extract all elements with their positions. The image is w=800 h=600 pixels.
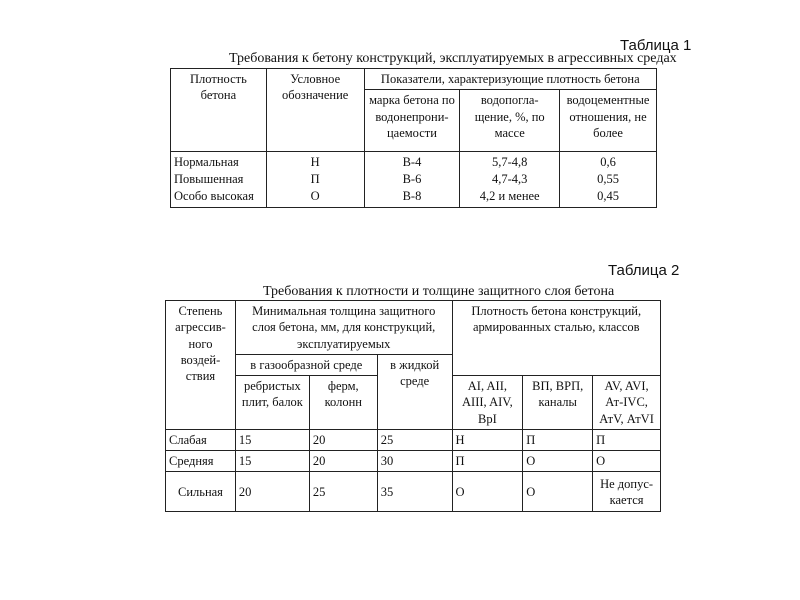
table2-header-class-a: AI, AII, AIII, AIV, BpI [452,376,523,430]
table1-col-wc [560,152,657,208]
table-row [166,429,661,450]
cell-value: 20 [309,429,377,450]
table1-label: Таблица 1 [620,37,692,54]
cell-value: Не допус-кается [593,472,661,512]
table2-header-trusses: ферм, колонн [309,376,377,430]
table2-label: Таблица 2 [608,262,680,279]
table1-col-density [171,152,267,208]
table-row [166,472,661,512]
table1-header-absorption: водопогла-щение, %, по массе [460,90,560,152]
cell-value: П [310,172,320,187]
table2 [165,300,661,512]
cell-value: П [523,429,593,450]
cell-value: Повышенная [174,172,244,187]
table2-header-class-c: AV, AVI, Ат-IVC, АтV, АтVI [593,376,661,430]
cell-value: О [523,451,593,472]
cell-value: Н [452,429,523,450]
cell-value: 4,2 и менее [479,189,540,203]
table1-col-symbol [266,152,364,208]
table1-col-absorption [460,152,560,208]
cell-value: 0,6 [600,155,616,170]
table1-title: Требования к бетону конструкций, эксплуатируемых в агрессивных средах [229,51,677,66]
table-row [171,152,657,208]
cell-value: 0,45 [597,189,619,203]
cell-value: В-6 [402,172,422,187]
cell-value: 25 [309,472,377,512]
cell-value: Особо высокая [174,189,254,203]
table2-header-ribbed: ребристых плит, балок [235,376,309,430]
cell-value: 25 [377,429,452,450]
cell-value: 5,7-4,8 [492,155,528,170]
table1-col-grade [364,152,460,208]
cell-value: 20 [235,472,309,512]
cell-value: 35 [377,472,452,512]
cell-value: О [593,451,661,472]
cell-value: 15 [235,451,309,472]
cell-value: Слабая [166,429,236,450]
table2-header-gas: в газообразной среде [235,354,377,375]
table2-header-degree: Степень агрессив-ного воздей-ствия [166,301,236,430]
table2-header-liquid: в жидкой среде [377,354,452,429]
cell-value: Н [310,155,320,170]
table-row [166,451,661,472]
cell-value: 0,55 [597,172,619,187]
cell-value: О [523,472,593,512]
table1-header-density: Плотность бетона [171,69,267,152]
table2-title: Требования к плотности и толщине защитного слоя бетона [263,284,615,299]
table1-header-indicators: Показатели, характеризующие плотность бетона [364,69,656,90]
cell-value: О [310,189,320,203]
cell-value: П [452,451,523,472]
table1 [170,68,657,208]
cell-value: Средняя [166,451,236,472]
cell-value: В-8 [402,189,422,203]
table2-header-class-b: ВП, ВРП, каналы [523,376,593,430]
cell-value: П [593,429,661,450]
cell-value: Сильная [166,472,236,512]
table2-header-density: Плотность бетона конструкций, армированных сталью, классов [452,301,660,376]
table1-header-wc: водоцементные отношения, не более [560,90,657,152]
cell-value: Нормальная [174,155,239,170]
table1-header-grade: марка бетона по водонепрони-цаемости [364,90,460,152]
table1-header-symbol: Условное обозначение [266,69,364,152]
cell-value: 4,7-4,3 [492,172,528,187]
cell-value: 15 [235,429,309,450]
cell-value: О [452,472,523,512]
cell-value: В-4 [402,155,422,170]
table2-header-min-thickness: Минимальная толщина защитного слоя бетона, мм, для конструкций, эксплуатируемых [235,301,452,355]
cell-value: 20 [309,451,377,472]
cell-value: 30 [377,451,452,472]
